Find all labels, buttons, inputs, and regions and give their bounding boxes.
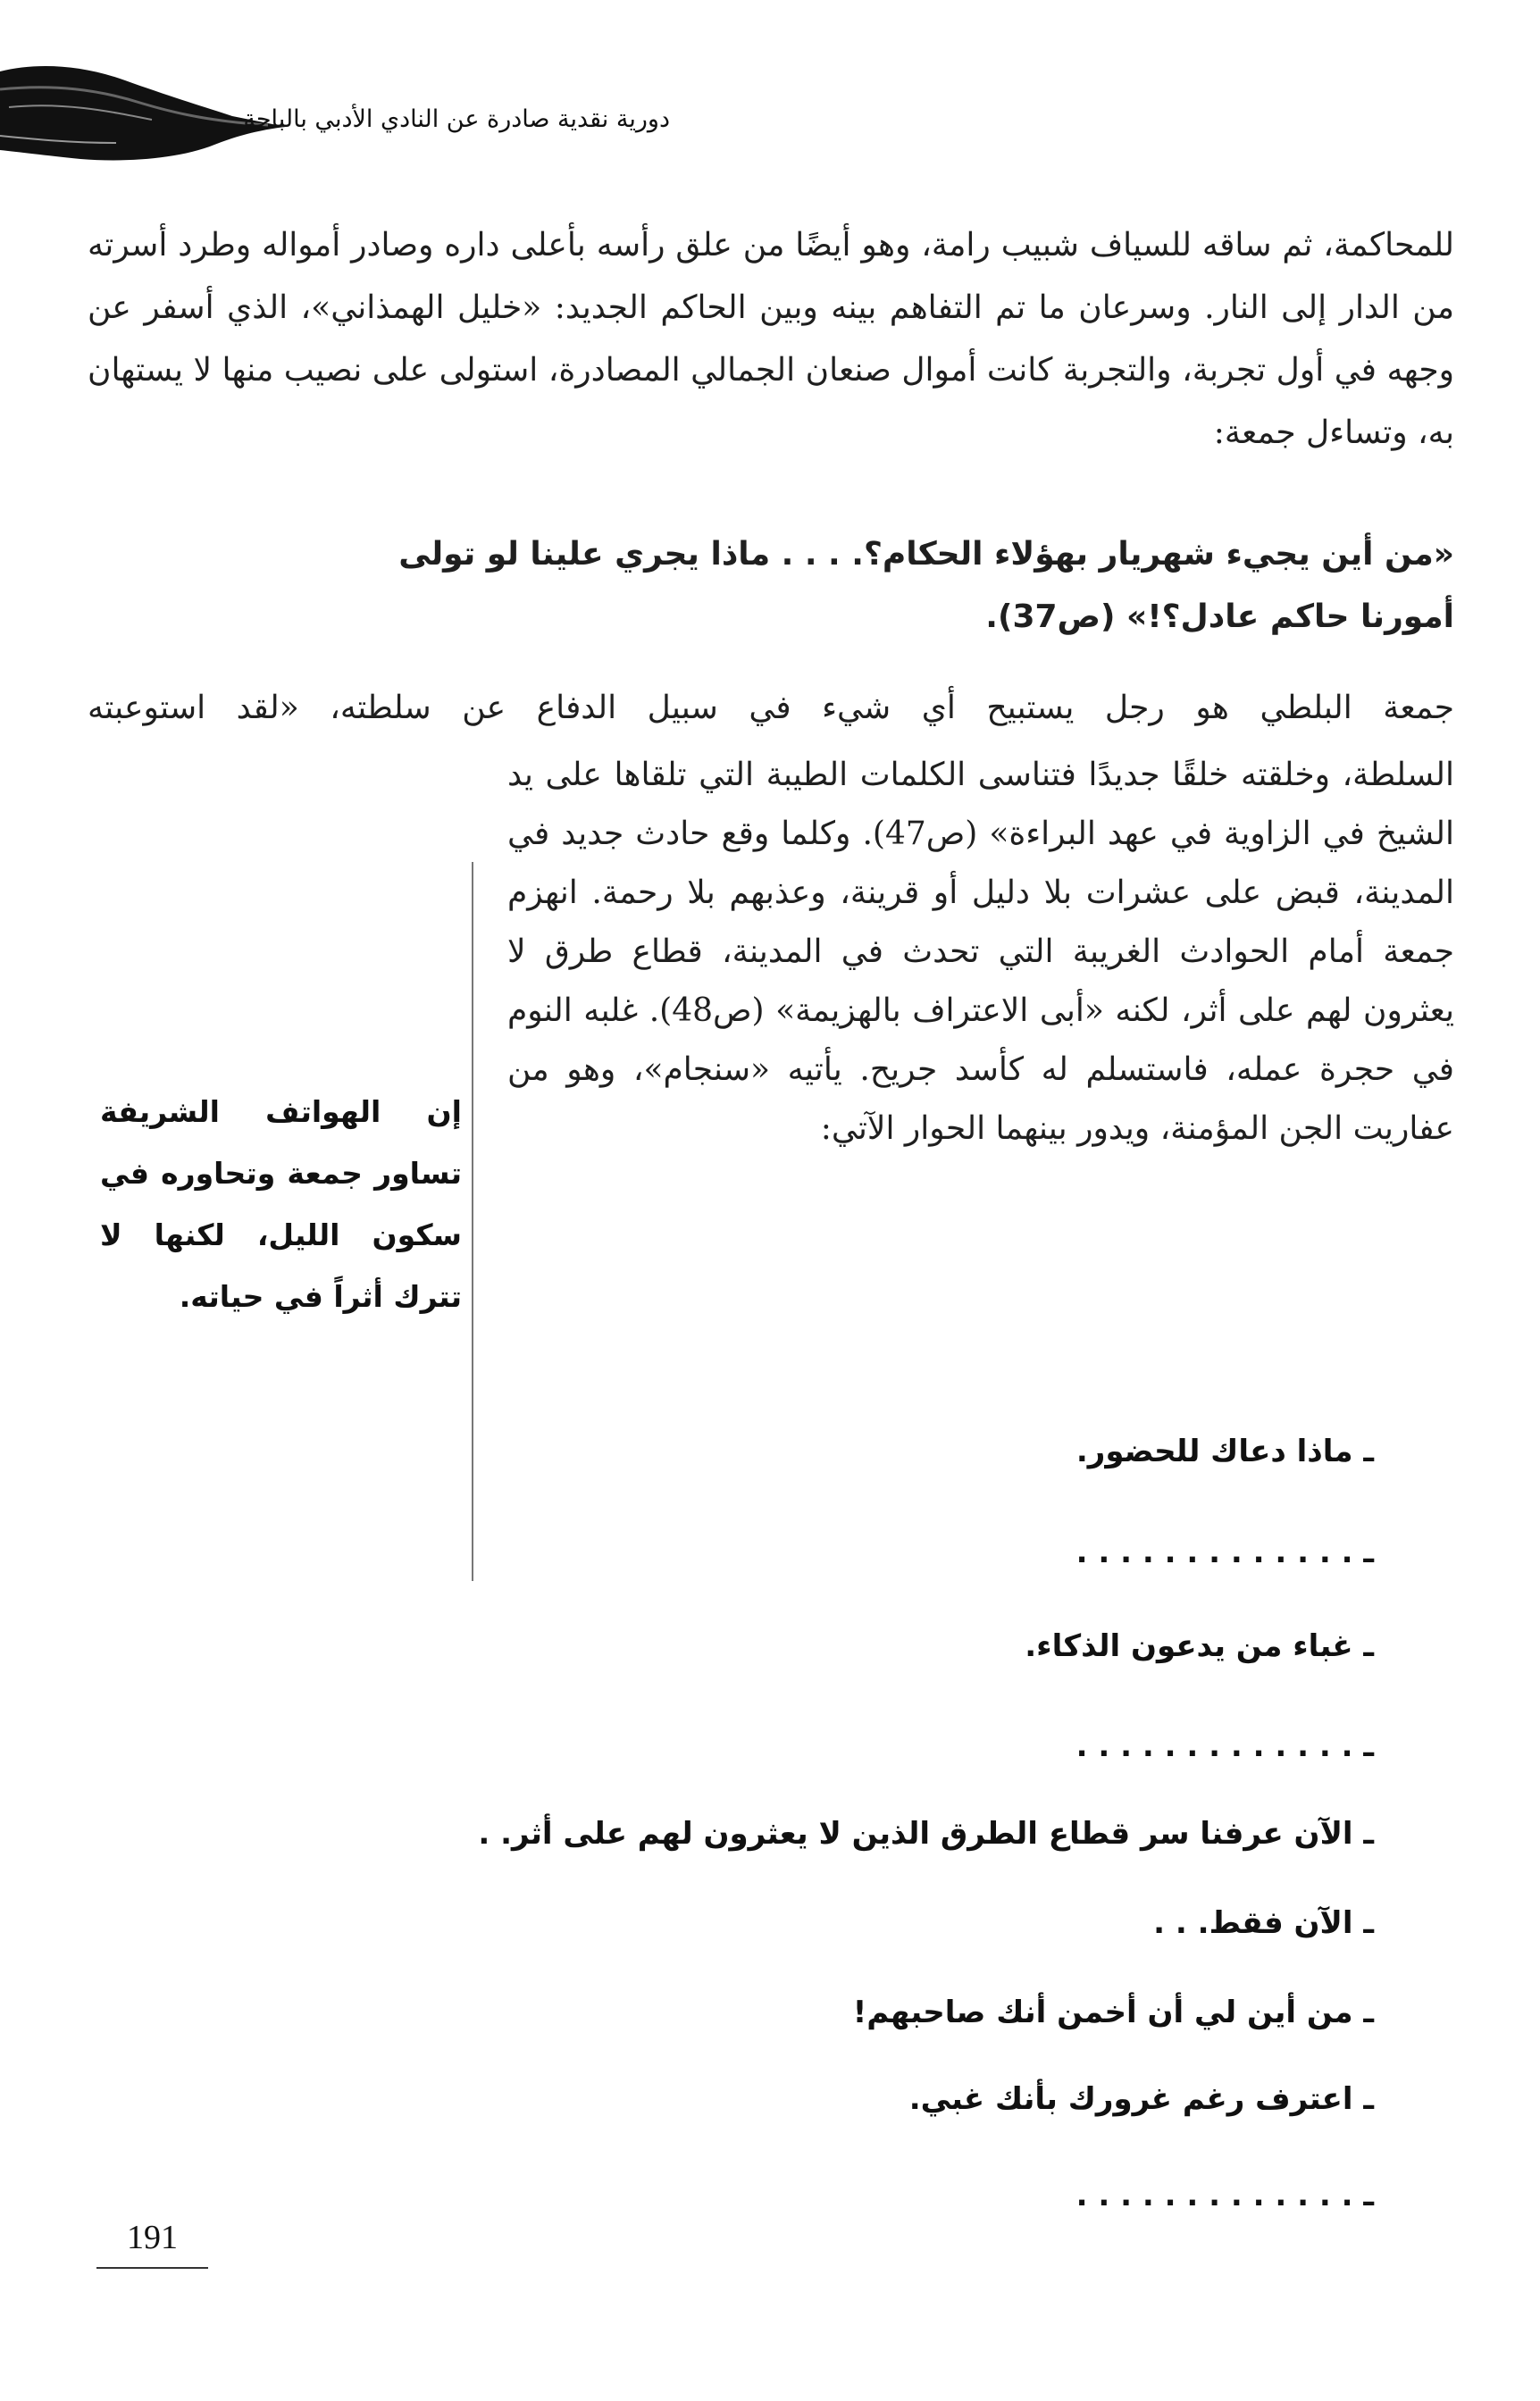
dialogue-line: ـ . . . . . . . . . . . . . xyxy=(1075,2178,1374,2213)
dialogue-line: ـ الآن عرفنا سر قطاع الطرق الذين لا يعثرون لهم على أثر. . xyxy=(478,1816,1374,1852)
quote-line-2: أمورنا حاكم عادل؟!» (ص37). xyxy=(985,598,1454,635)
dialogue-line: ـ الآن فقط. . . xyxy=(1153,1905,1374,1941)
dialogue-line: ـ . . . . . . . . . . . . . xyxy=(1075,1728,1374,1764)
journal-header-title: دورية نقدية صادرة عن النادي الأدبي بالباحة xyxy=(243,105,670,133)
dialogue-line: ـ . . . . . . . . . . . . . xyxy=(1075,1535,1374,1570)
paragraph-1: للمحاكمة، ثم ساقه للسياف شبيب رامة، وهو أيضًا من علق رأسه بأعلى داره وصادر أمواله وطرد أسرته من الدار إلى النار. وسرعان ما تم التفاهم بينه وبين الحاكم الجديد: «خليل الهمذاني»، الذي أسفر عن وجهه في أول تجربة، والتجربة كانت أموال صنعان الجمالي المصادرة، استولى على نصيب منها لا يستهان به، وتساءل جمعة: xyxy=(88,227,1454,451)
dialogue-line: ـ ماذا دعاك للحضور. xyxy=(1075,1434,1374,1469)
quote-line-1: «من أين يجيء شهريار بهؤلاء الحكام؟. . . . ماذا يجري علينا لو تولى xyxy=(398,536,1454,573)
page-number: 191 xyxy=(127,2219,178,2256)
paragraph-2-first-line: جمعة البلطي هو رجل يستبيح أي شيء في سبيل الدفاع عن سلطته، «لقد استوعبته xyxy=(88,690,1454,726)
pull-quote: إن الهواتف الشريفة تساور جمعة وتحاوره في سكون الليل، لكنها لا تترك أثراً في حياته. xyxy=(100,1094,462,1314)
paragraph-2-narrow-column: السلطة، وخلقته خلقًا جديدًا فتناسى الكلمات الطيبة التي تلقاها على يد الشيخ في الزاوية في عهد البراءة» (ص47). وكلما وقع حادث جديد في المدينة، قبض على عشرات بلا دليل أو قرينة، وعذبهم بلا رحمة. انهزم جمعة أمام الحوادث الغريبة التي تحدث في المدينة، قطاع طرق لا يعثرون لهم على أثر، لكنه «أبى الاعتراف بالهزيمة» (ص48). غلبه النوم في حجرة عمله، فاستسلم له كأسد جريح. يأتيه «سنجام»، وهو من عفاريت الجن المؤمنة، ويدور بينهما الحوار الآتي: xyxy=(507,757,1455,1147)
dialogue-line: ـ اعترف رغم غرورك بأنك غبي. xyxy=(908,2081,1374,2117)
column-divider xyxy=(472,862,473,1581)
page-number-rule xyxy=(96,2267,208,2269)
dialogue-line: ـ غباء من يدعون الذكاء. xyxy=(1025,1628,1374,1664)
dialogue-line: ـ من أين لي أن أخمن أنك صاحبهم! xyxy=(852,1995,1374,2030)
